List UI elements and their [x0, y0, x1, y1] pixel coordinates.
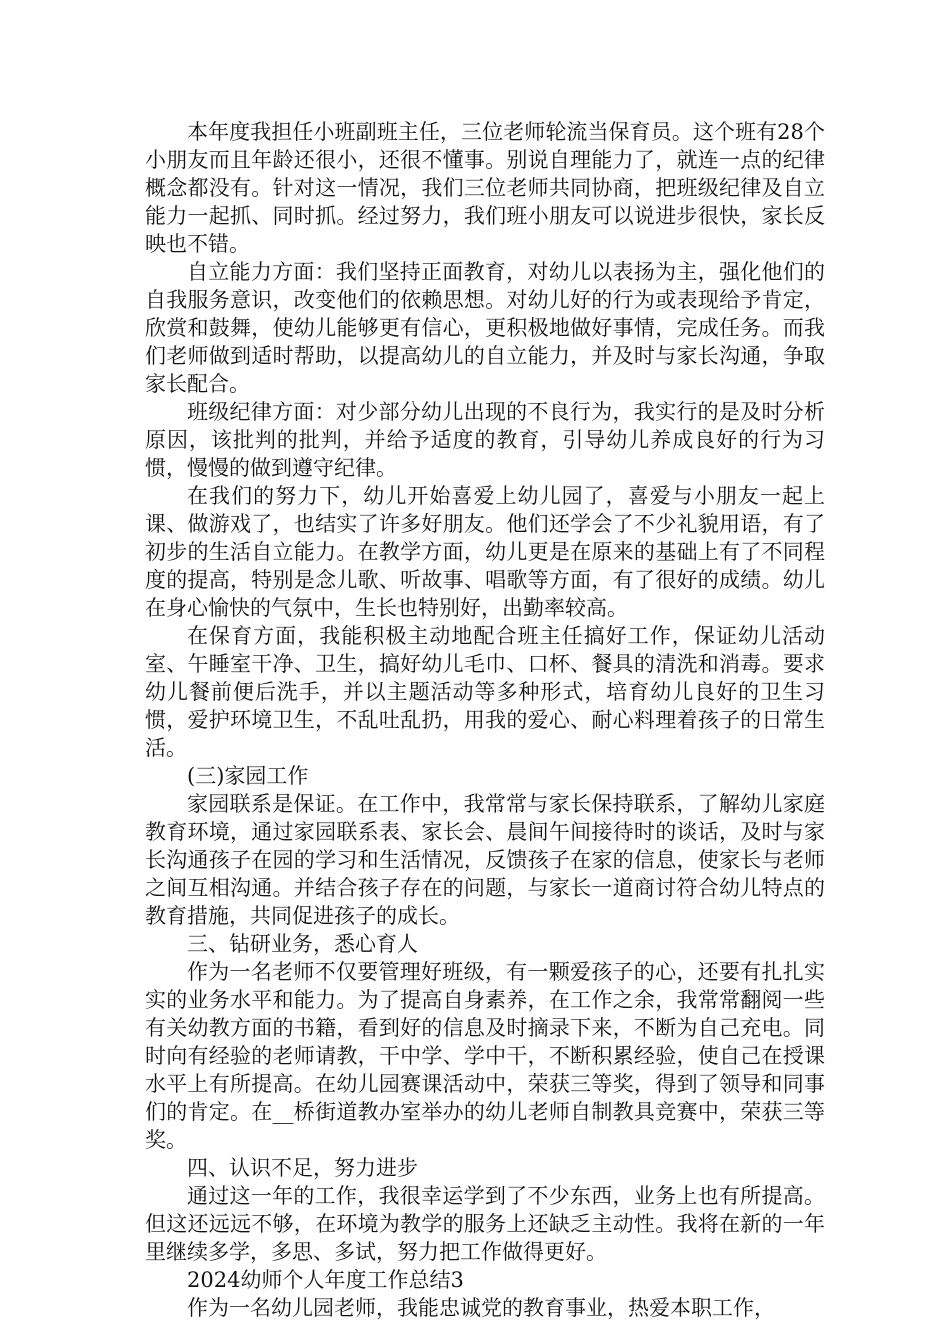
section-heading-home-school: (三)家园工作	[187, 764, 309, 788]
paragraph-class-discipline: 班级纪律方面：对少部分幼儿出现的不良行为，我实行的是及时分析原因，该批判的批判，并给予适度的教育，引导幼儿养成良好的行为习惯，慢慢的做到遵守纪律。	[145, 400, 825, 480]
article-title: 2024幼师个人年度工作总结3	[187, 1268, 464, 1292]
section-heading-study: 三、钻研业务，悉心育人	[187, 932, 418, 956]
paragraph-shortcomings: 通过这一年的工作，我很幸运学到了不少东西，业务上也有所提高。但这还远远不够，在环境为教学的服务上还缺乏主动性。我将在新的一年里继续多学，多思、多试，努力把工作做得更好。	[145, 1184, 825, 1264]
document-body	[145, 118, 825, 1322]
section-heading-shortcomings: 四、认识不足，努力进步	[187, 1156, 418, 1180]
paragraph-new-article-start: 作为一名幼儿园老师，我能忠诚党的教育事业，热爱本职工作，	[187, 1296, 775, 1320]
paragraph-self-reliance: 自立能力方面：我们坚持正面教育，对幼儿以表扬为主，强化他们的自我服务意识，改变他们的依赖思想。对幼儿好的行为或表现给予肯定，欣赏和鼓舞，使幼儿能够更有信心，更积极地做好事情，完成任务。而我们老师做到适时帮助，以提高幼儿的自立能力，并及时与家长沟通，争取家长配合。	[145, 260, 825, 396]
paragraph-small-class-intro: 本年度我担任小班副班主任，三位老师轮流当保育员。这个班有28个小朋友而且年龄还很小，还很不懂事。别说自理能力了，就连一点的纪律概念都没有。针对这一情况，我们三位老师共同协商，把班级纪律及自立能力一起抓、同时抓。经过努力，我们班小朋友可以说进步很快，家长反映也不错。	[145, 120, 825, 256]
paragraph-home-school: 家园联系是保证。在工作中，我常常与家长保持联系，了解幼儿家庭教育环境，通过家园联系表、家长会、晨间午间接待时的谈话，及时与家长沟通孩子在园的学习和生活情况，反馈孩子在家的信息，使家长与老师之间互相沟通。并结合孩子存在的问题，与家长一道商讨符合幼儿特点的教育措施，共同促进孩子的成长。	[145, 792, 825, 928]
paragraph-progress: 在我们的努力下，幼儿开始喜爱上幼儿园了，喜爱与小朋友一起上课、做游戏了，也结实了许多好朋友。他们还学会了不少礼貌用语，有了初步的生活自立能力。在教学方面，幼儿更是在原来的基础上有了不同程度的提高，特别是念儿歌、听故事、唱歌等方面，有了很好的成绩。幼儿在身心愉快的气氛中，生长也特别好，出勤率较高。	[145, 484, 825, 620]
paragraph-study: 作为一名老师不仅要管理好班级，有一颗爱孩子的心，还要有扎扎实实的业务水平和能力。为了提高自身素养，在工作之余，我常常翻阅一些有关幼教方面的书籍，看到好的信息及时摘录下来，不断为自己充电。同时向有经验的老师请教，干中学、学中干，不断积累经验，使自己在授课水平上有所提高。在幼儿园赛课活动中，荣获三等奖，得到了领导和同事们的肯定。在__桥街道教办室举办的幼儿老师自制教具竞赛中，荣获三等奖。	[145, 960, 825, 1152]
paragraph-childcare: 在保育方面，我能积极主动地配合班主任搞好工作，保证幼儿活动室、午睡室干净、卫生，搞好幼儿毛巾、口杯、餐具的清洗和消毒。要求幼儿餐前便后洗手，并以主题活动等多种形式，培育幼儿良好的卫生习惯，爱护环境卫生，不乱吐乱扔，用我的爱心、耐心料理着孩子的日常生活。	[145, 624, 825, 760]
